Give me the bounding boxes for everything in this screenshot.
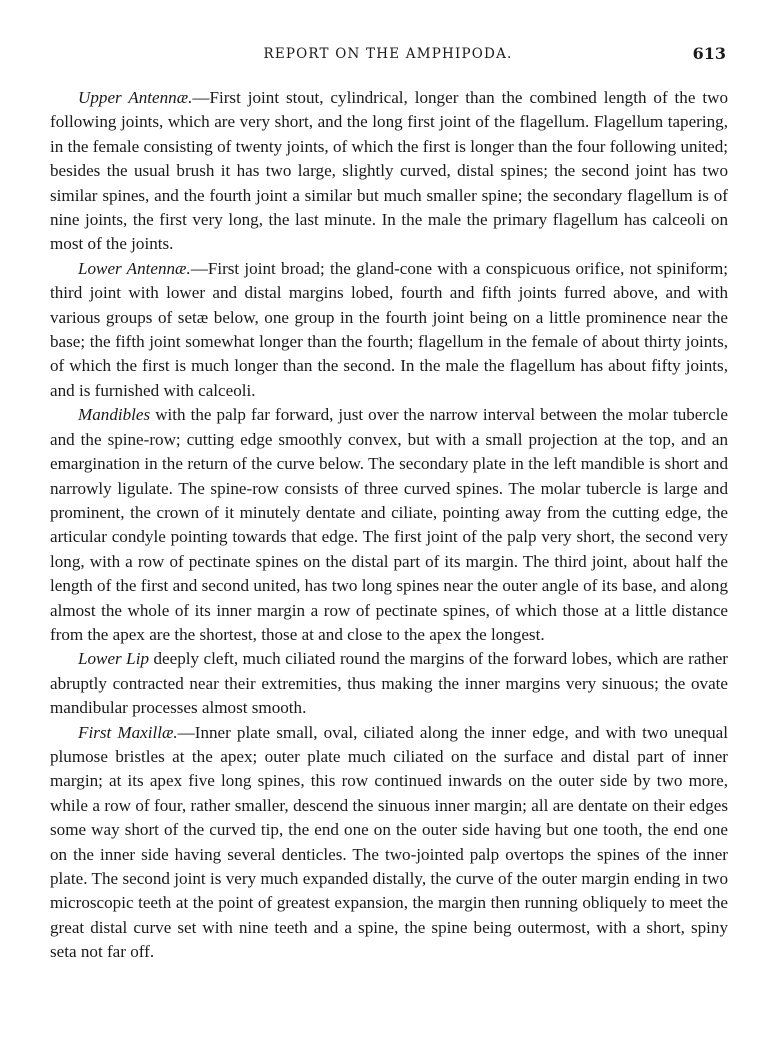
paragraph-lead: Lower Lip [78,649,149,669]
paragraph-text: —First joint stout, cylindrical, longer than the combined length of the two following joints, which are very short, and the long first joint of the flagellum. Flagellum tapering, in the female consisting of twenty joints, of which the first is longer than the four following united; besides the usual brush it has two large, slightly curved, distal spines; the second joint has two similar spines, and the fourth joint a similar but much smaller spine; the secondary flagellum is of nine joints, the first very long, the last minute. In the male the primary flagellum has calceoli on most of the joints. [50,88,728,254]
running-head [50,46,726,68]
running-title: REPORT ON THE AMPHIPODA. [263,46,513,62]
paragraph-lead: Upper Antennæ. [78,88,193,107]
paragraph-upper-antennae [50,86,728,257]
paragraph-lead: Mandibles [78,405,151,425]
paragraph-mandibles [50,403,728,647]
paragraph-lower-antennae [50,257,728,403]
paragraph-first-maxillae [50,721,728,965]
paragraph-lead: Lower Antennæ. [78,258,191,278]
page-number: 613 [692,44,726,63]
body-text [50,86,728,965]
paragraph-text: —First joint broad; the gland-cone with a conspicuous orifice, not spiniform; third joint with lower and distal margins lobed, fourth and fifth joints furred above, and with various groups of setæ below, one group in the fourth joint being on a little prominence near the base; the fifth joint somewhat longer than the fourth; flagellum in the female of about thirty joints, of which the first is much longer than the second. In the male the flagellum has about fifty joints, and is furnished with calceoli. [50,258,728,400]
paragraph-text: —Inner plate small, oval, ciliated along the inner edge, and with two unequal plumose bristles at the apex; outer plate much ciliated on the surface and distal part of inner margin; at its apex five long spines, this row continued inwards on the outer side by two more, while a row of four, rather smaller, descend the sinuous inner margin; all are dentate on their edges some way short of the curved tip, the end one on the outer side having but one tooth, the end one on the inner side having several denticles. The two-jointed palp overtops the spines of the inner plate. The second joint is very much expanded distally, the curve of the outer margin ending in two microscopic teeth at the point of greatest expansion, the margin then running obliquely to meet the great distal curve set with nine teeth and a spine, the spine being outermost, with a short, spiny seta not far off. [50,722,728,962]
paragraph-text: deeply cleft, much ciliated round the margins of the forward lobes, which are rather abruptly contracted near their extremities, thus making the inner margins very sinuous; the ovate mandibular processes almost smooth. [50,649,728,718]
paragraph-text: with the palp far forward, just over the narrow interval between the molar tubercle and the spine-row; cutting edge smoothly convex, but with a small projection at the top, and an emargination in the return of the curve below. The secondary plate in the left mandible is short and narrowly ligulate. The spine-row consists of three curved spines. The molar tubercle is large and prominent, the crown of it minutely dentate and ciliate, pointing away from the cutting edge, the articular condyle pointing towards that edge. The first joint of the palp very short, the second very long, with a row of pectinate spines on the distal part of its margin. The third joint, about half the length of the first and second united, has two long spines near the outer angle of its base, and along almost the whole of its inner margin a row of pectinate spines, of which those at a little distance from the apex are the shortest, those at and close to the apex the longest. [50,405,728,644]
paragraph-lead: First Maxillæ. [78,722,178,742]
paragraph-lower-lip [50,647,728,720]
